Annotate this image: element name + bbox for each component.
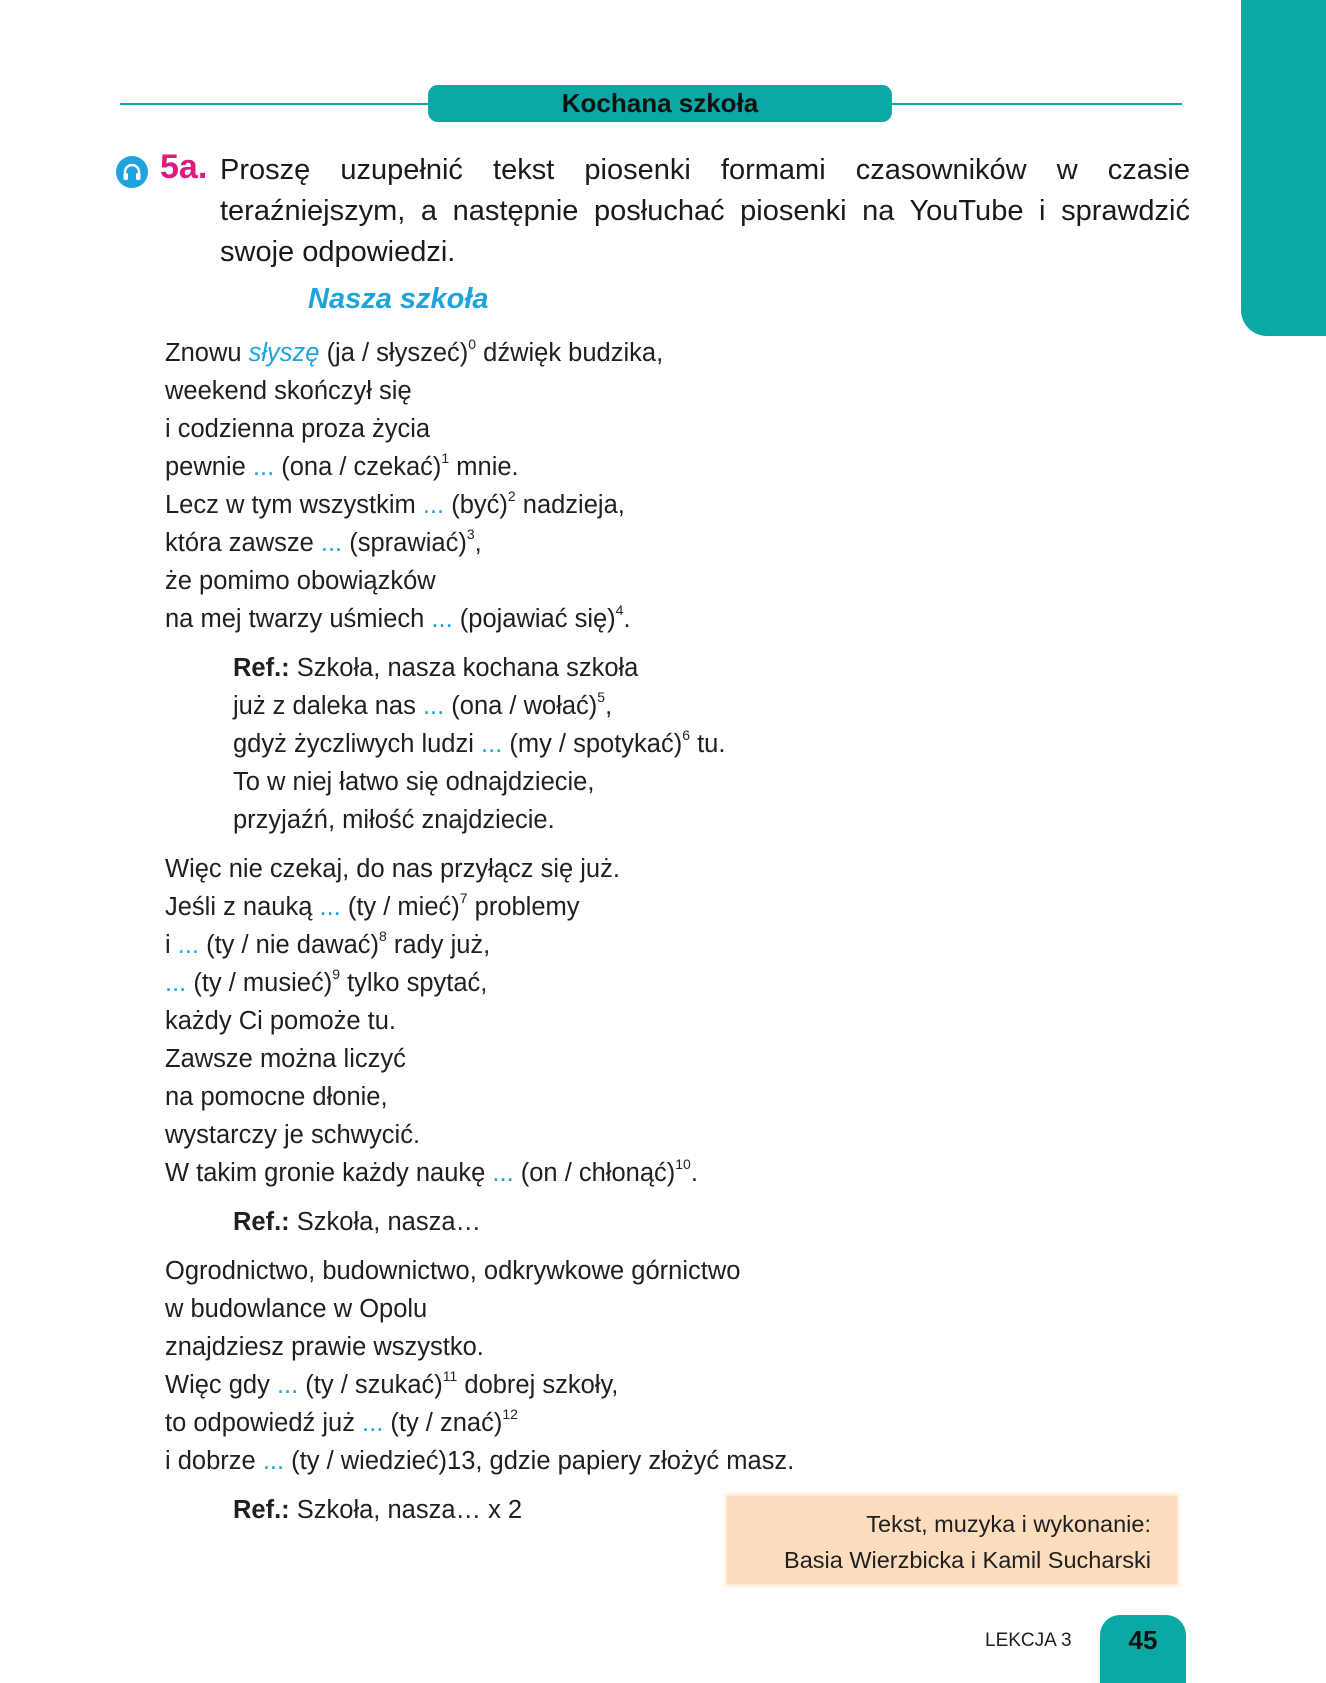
refrain-label: Ref.: — [233, 654, 290, 682]
blank-gap[interactable]: ... — [276, 1371, 299, 1399]
lyric-line: Ref.: Szkoła, nasza… — [233, 1208, 482, 1236]
blank-gap[interactable]: ... — [262, 1447, 285, 1475]
lesson-label: LEKCJA 3 — [985, 1630, 1072, 1651]
blank-gap[interactable]: ... — [422, 692, 445, 720]
exercise-number: 5a. — [160, 148, 208, 186]
refrain-label: Ref.: — [233, 1496, 290, 1524]
blank-gap[interactable]: ... — [252, 453, 275, 481]
blank-gap[interactable]: ... — [165, 969, 187, 997]
lyric-line: pewnie ... (ona / czekać)$^1$ mnie. — [165, 450, 519, 481]
lyric-line: Zawsze można liczyć — [165, 1045, 406, 1073]
section-title: Kochana szkoła — [428, 85, 892, 122]
blank-gap[interactable]: ... — [431, 605, 453, 633]
blank-gap[interactable]: ... — [481, 730, 503, 758]
lyric-line: to odpowiedź już ... (ty / znać)$^{12}$ — [165, 1406, 518, 1437]
lyric-line: To w niej łatwo się odnajdziecie, — [233, 768, 595, 796]
side-tab-decoration — [1241, 0, 1326, 336]
blank-gap[interactable]: ... — [177, 931, 200, 959]
blank-gap[interactable]: ... — [320, 529, 343, 557]
song-credits — [727, 1496, 1177, 1584]
lyric-line: która zawsze ... (sprawiać)$^3$, — [165, 526, 482, 557]
lyric-line: gdyż życzliwych ludzi ... (my / spotykać)$^6$ tu. — [233, 727, 726, 758]
blank-gap[interactable]: ... — [319, 893, 341, 921]
sample-answer: słyszę — [248, 339, 320, 367]
lyric-line: że pomimo obowiązków — [165, 567, 436, 595]
lyric-line: W takim gronie każdy naukę ... (on / chłonąć)$^{10}$. — [165, 1156, 698, 1187]
lyric-line: ... (ty / musieć)$^9$ tylko spytać, — [165, 966, 488, 997]
stanza-3 — [165, 1252, 1065, 1480]
lyric-line: Jeśli z nauką ... (ty / mieć)$^7$ problemy — [165, 890, 580, 921]
blank-gap[interactable]: ... — [492, 1159, 514, 1187]
lyric-line: Ogrodnictwo, budownictwo, odkrywkowe górnictwo — [165, 1257, 741, 1285]
credits-line-2: Basia Wierzbicka i Kamil Sucharski — [784, 1547, 1151, 1573]
refrain-label: Ref.: — [233, 1208, 290, 1236]
blank-gap[interactable]: ... — [422, 491, 445, 519]
lyric-line: Znowu słyszę (ja / słyszeć)$^0$ dźwięk budzika, — [165, 336, 664, 367]
lyric-line: w budowlance w Opolu — [165, 1295, 428, 1323]
page-number: 45 — [1100, 1615, 1186, 1683]
lyric-line: weekend skończył się — [165, 377, 412, 405]
lyric-line: Więc nie czekaj, do nas przyłącz się już. — [165, 855, 620, 883]
lyric-line: znajdziesz prawie wszystko. — [165, 1333, 484, 1361]
exercise-instruction: Proszę uzupełnić tekst piosenki formami czasowników w czasie teraźniejszym, a następnie posłuchać piosenki na YouTube i sprawdzić swoje odpowiedzi. — [220, 154, 1190, 268]
lyric-line: Więc gdy ... (ty / szukać)$^{11}$ dobrej szkoły, — [165, 1368, 619, 1399]
lyric-line: i ... (ty / nie dawać)$^8$ rady już, — [165, 928, 491, 959]
lyric-line: wystarczy je schwycić. — [165, 1121, 421, 1149]
stanza-2 — [165, 850, 1065, 1192]
lyric-line: na mej twarzy uśmiech ... (pojawiać się)$^4$. — [165, 602, 631, 633]
lyric-line: Lecz w tym wszystkim ... (być)$^2$ nadzieja, — [165, 488, 625, 519]
song-lyrics — [165, 334, 1065, 1540]
headphones-icon[interactable] — [116, 156, 148, 188]
refrain-repeat — [165, 1203, 1065, 1241]
lyric-line: na pomocne dłonie, — [165, 1083, 388, 1111]
refrain — [165, 649, 1065, 839]
credits-line-1: Tekst, muzyka i wykonanie: — [866, 1511, 1151, 1537]
blank-gap[interactable]: ... — [362, 1409, 384, 1437]
lyric-line: i dobrze ... (ty / wiedzieć)13, gdzie papiery złożyć masz. — [165, 1447, 795, 1475]
lyric-line: każdy Ci pomoże tu. — [165, 1007, 397, 1035]
lyric-line: przyjaźń, miłość znajdziecie. — [233, 806, 555, 834]
stanza-1 — [165, 334, 1065, 638]
lyric-line: już z daleka nas ... (ona / wołać)$^5$, — [233, 689, 613, 720]
lyric-line: Ref.: Szkoła, nasza kochana szkoła — [233, 654, 639, 682]
lyric-line: Ref.: Szkoła, nasza… x 2 — [233, 1496, 523, 1524]
song-title: Nasza szkoła — [308, 283, 489, 315]
lyric-line: i codzienna proza życia — [165, 415, 431, 443]
